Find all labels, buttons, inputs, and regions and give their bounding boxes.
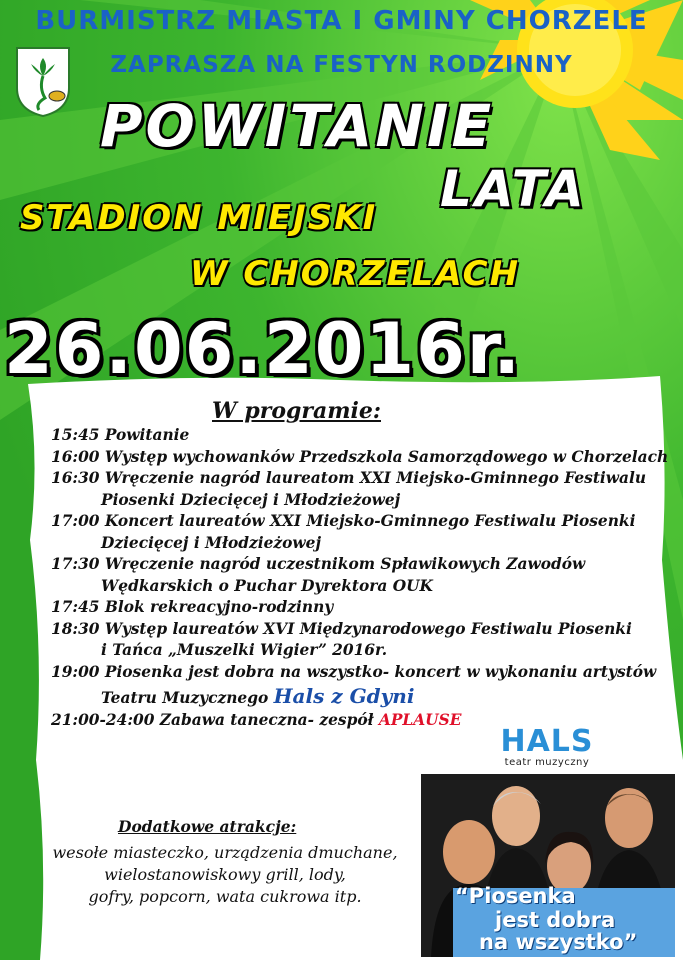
extras-line: wesołe miasteczko, urządzenia dmuchane, (52, 843, 398, 862)
header-invitation: ZAPRASZA NA FESTYN RODZINNY (110, 52, 573, 78)
photo-caption-line3: na wszystko” (479, 930, 638, 954)
extras-line: gofry, popcorn, wata cukrowa itp. (88, 887, 362, 906)
program-item: 17:00 Koncert laureatów XXI Miejsko-Gminnego Festiwalu Piosenki Dziecięcej i Młodzieżowej (51, 512, 636, 552)
photo-caption-line2: jest dobra (495, 908, 616, 932)
performer-highlight: Hals z Gdyni (273, 684, 415, 708)
program-list (51, 425, 676, 731)
hals-logo-subtitle: teatr muzyczny (504, 757, 590, 768)
program-item: 17:45 Blok rekreacyjno-rodzinny (51, 598, 334, 616)
performers-photo (421, 774, 675, 957)
photo-caption-line1: “Piosenka (455, 884, 576, 908)
extras-list (40, 842, 410, 908)
extras-line: wielostanowiskowy grill, lody, (104, 865, 346, 884)
program-title: W programie: (212, 398, 381, 424)
program-item: 17:30 Wręczenie nagród uczestnikom Spławikowych Zawodów Wędkarskich o Puchar Dyrektora OUK (51, 555, 586, 595)
program-item: 16:30 Wręczenie nagród laureatom XXI Miejsko-Gminnego Festiwalu Piosenki Dziecięcej i Młodzieżowej (51, 469, 647, 509)
venue-line2: W CHORZELACH (190, 254, 521, 294)
program-item: 21:00-24:00 Zabawa taneczna- zespół APLAUSE (51, 710, 462, 729)
program-item: 15:45 Powitanie (51, 426, 190, 444)
event-title-line2: LATA (440, 160, 587, 218)
hals-logo (492, 724, 602, 768)
event-date: 26.06.2016r. (4, 308, 522, 390)
venue-line1: STADION MIEJSKI (20, 198, 378, 238)
band-highlight: APLAUSE (378, 710, 462, 729)
program-item: 18:30 Występ laureatów XVI Międzynarodowego Festiwalu Piosenki i Tańca „Muszelki Wigier” 2016r. (51, 619, 632, 659)
event-title-line1: POWITANIE (100, 92, 495, 160)
header-organizer: BURMISTRZ MIASTA I GMINY CHORZELE (35, 6, 648, 36)
program-item: 19:00 Piosenka jest dobra na wszystko- koncert w wykonaniu artystów Teatru Muzycznego Hals z Gdyni (51, 662, 657, 708)
program-item: 16:00 Występ wychowanków Przedszkola Samorządowego w Chorzelach (51, 447, 669, 466)
hals-logo-name: HALS (500, 724, 594, 759)
extras-title: Dodatkowe atrakcje: (118, 817, 297, 836)
